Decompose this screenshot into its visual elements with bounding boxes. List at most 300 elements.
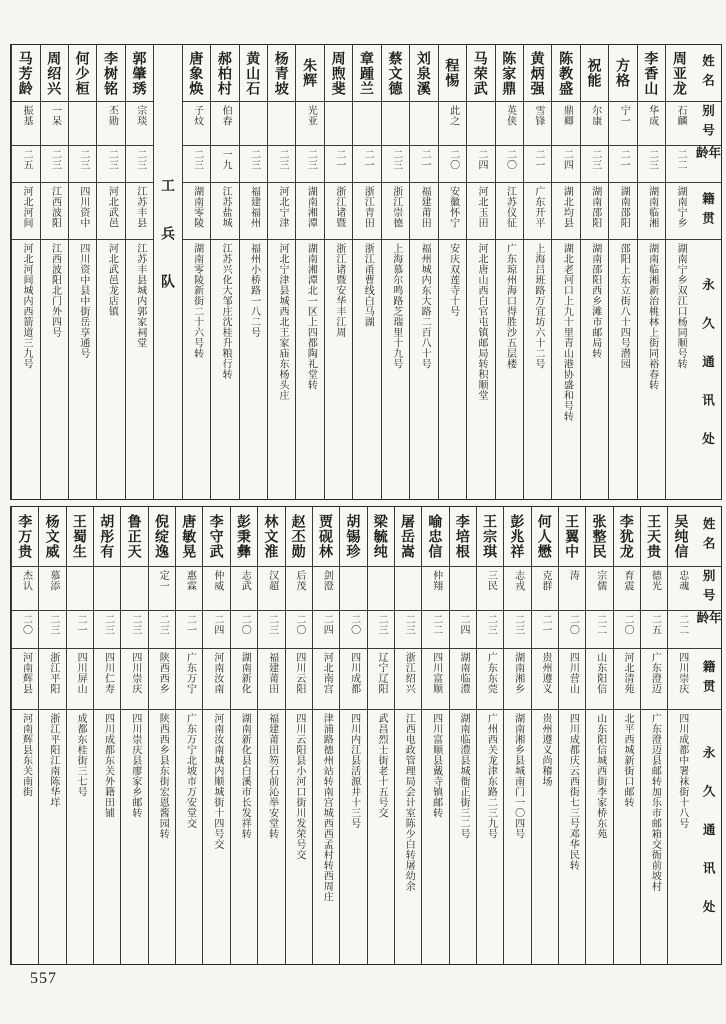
entry-address bbox=[268, 240, 295, 499]
entry-alias bbox=[149, 567, 175, 611]
header-alias bbox=[695, 567, 721, 611]
entry-name bbox=[231, 507, 257, 567]
entry-age-text: 二四 bbox=[476, 149, 488, 170]
entry-age bbox=[94, 611, 120, 649]
entry-address bbox=[296, 240, 323, 499]
entry-alias bbox=[395, 567, 421, 611]
entry-address-text: 江西波阳北门外四号 bbox=[49, 243, 61, 338]
entry-name bbox=[395, 507, 421, 567]
entry-origin-text: 福建福州 bbox=[248, 186, 260, 228]
entry-origin-text: 浙江崇德 bbox=[390, 186, 402, 228]
entry-name-text: 胡锡珍 bbox=[345, 514, 362, 559]
entry-name-text: 李培根 bbox=[454, 514, 471, 559]
entry-name bbox=[211, 45, 238, 102]
entry-column bbox=[312, 507, 339, 964]
entry-age-text: 二〇 bbox=[293, 614, 305, 635]
entry-column bbox=[230, 507, 257, 964]
entry-name bbox=[39, 507, 65, 567]
entry-column bbox=[120, 507, 147, 964]
entry-column bbox=[523, 45, 551, 499]
entry-origin-text: 河北南宫 bbox=[321, 652, 333, 694]
entry-age bbox=[12, 611, 38, 649]
entry-origin bbox=[97, 183, 124, 240]
entry-name-text: 何少桓 bbox=[74, 50, 91, 96]
entry-age-text: 二二 bbox=[676, 614, 688, 635]
entry-column bbox=[640, 507, 667, 964]
entry-age bbox=[149, 611, 175, 649]
entry-name bbox=[586, 507, 612, 567]
entry-age-text: 二一 bbox=[362, 149, 374, 170]
entry-address-text: 河北武邑龙店镇 bbox=[106, 243, 118, 317]
entry-alias bbox=[368, 567, 394, 611]
entry-address-text: 浙江诸暨安华丰江周 bbox=[333, 243, 345, 338]
entry-origin-text: 湖南零陵 bbox=[191, 186, 203, 228]
entry-column bbox=[495, 45, 523, 499]
entry-address bbox=[97, 240, 124, 499]
entry-origin-text: 辽宁辽阳 bbox=[375, 652, 387, 694]
entry-name bbox=[353, 45, 380, 102]
entry-address-text: 四川成都东关外籍田铺 bbox=[102, 713, 114, 818]
entry-address bbox=[121, 710, 147, 964]
entry-name-text: 王天贵 bbox=[646, 514, 663, 559]
entry-name-text: 程惕 bbox=[444, 58, 461, 88]
entry-alias-text: 仲威 bbox=[211, 570, 223, 591]
entry-origin bbox=[94, 649, 120, 710]
entry-origin-text: 福建莆田 bbox=[266, 652, 278, 694]
entry-origin-text: 安徽怀宁 bbox=[447, 186, 459, 228]
entry-address bbox=[382, 240, 409, 499]
entry-alias bbox=[532, 567, 558, 611]
entry-column bbox=[96, 45, 124, 499]
entry-age bbox=[439, 146, 466, 183]
entry-alias bbox=[183, 102, 210, 146]
entry-address bbox=[353, 240, 380, 499]
entry-column bbox=[438, 45, 466, 499]
entry-name-text: 黄山石 bbox=[245, 50, 262, 96]
entry-origin bbox=[325, 183, 352, 240]
entry-address bbox=[422, 710, 448, 964]
entry-origin bbox=[368, 649, 394, 710]
entry-address-text: 广州西关龙津东路二三九号 bbox=[485, 713, 497, 839]
entry-origin-text: 江西波阳 bbox=[49, 186, 61, 228]
entry-name bbox=[638, 45, 665, 102]
header-column bbox=[694, 45, 721, 499]
entry-age bbox=[97, 146, 124, 183]
entry-origin-text: 湖北均县 bbox=[561, 186, 573, 228]
entry-name bbox=[183, 45, 210, 102]
entry-origin-text: 四川崇庆 bbox=[129, 652, 141, 694]
entry-age bbox=[609, 146, 636, 183]
entry-column bbox=[324, 45, 352, 499]
entry-name bbox=[94, 507, 120, 567]
entry-address-text: 四川成都中署袜街十八号 bbox=[676, 713, 688, 829]
entry-name-text: 郝柏村 bbox=[216, 50, 233, 96]
entry-address-text: 江西电政管理局会计室陈少白转屠幼余 bbox=[403, 713, 415, 892]
entry-alias bbox=[353, 102, 380, 146]
entry-address-text: 河北河间城内西箭道三九号 bbox=[21, 243, 33, 369]
entry-alias-text: 克群 bbox=[540, 570, 552, 591]
entry-origin-text: 四川富顺 bbox=[430, 652, 442, 694]
entry-origin bbox=[313, 649, 339, 710]
entry-alias-text: 华成 bbox=[646, 105, 658, 126]
entry-age-text: 二〇 bbox=[504, 149, 516, 170]
entry-alias-text: 鼎卿 bbox=[561, 105, 573, 126]
entry-alias bbox=[39, 567, 65, 611]
entry-address bbox=[524, 240, 551, 499]
entry-address bbox=[69, 240, 96, 499]
entry-column bbox=[449, 507, 476, 964]
entry-alias bbox=[340, 567, 366, 611]
entry-alias bbox=[231, 567, 257, 611]
entry-age-text: 二三 bbox=[589, 149, 601, 170]
entry-alias bbox=[614, 567, 640, 611]
header-age bbox=[694, 146, 721, 183]
entry-column bbox=[531, 507, 558, 964]
entry-name-text: 陈教盛 bbox=[558, 50, 575, 96]
entry-origin-text: 江苏仪征 bbox=[504, 186, 516, 228]
entry-age-text: 二〇 bbox=[567, 614, 579, 635]
section-divider-label bbox=[154, 45, 181, 499]
entry-alias-text: 尔康 bbox=[589, 105, 601, 126]
entry-origin-text: 湖南邵阳 bbox=[589, 186, 601, 228]
entry-address-text: 广东琼州海口得胜沙五层楼 bbox=[504, 243, 516, 369]
entry-name-text: 李守武 bbox=[208, 514, 225, 559]
entry-name-text: 倪绽逸 bbox=[153, 514, 170, 559]
entry-age-text: 二五 bbox=[21, 149, 33, 170]
entry-name-text: 王宗琪 bbox=[482, 514, 499, 559]
entry-origin bbox=[12, 649, 38, 710]
entry-origin-text: 湖南临湘 bbox=[646, 186, 658, 228]
entry-address bbox=[258, 710, 284, 964]
entry-column bbox=[580, 45, 608, 499]
entry-origin-text: 河北宁津 bbox=[276, 186, 288, 228]
entry-name-text: 章踵兰 bbox=[359, 50, 376, 96]
entry-address-text: 河北宁津县城西北王家庙东杨头庄 bbox=[276, 243, 288, 401]
header-origin bbox=[694, 183, 721, 240]
entry-address-text: 四川成都庆云西街七三号邓华民转 bbox=[567, 713, 579, 871]
entry-origin bbox=[609, 183, 636, 240]
entry-name bbox=[126, 45, 153, 102]
entry-column bbox=[503, 507, 530, 964]
entry-address-text: 福州城内东大路二百八十号 bbox=[419, 243, 431, 369]
entry-alias-text: 杰认 bbox=[20, 570, 32, 591]
entry-age-text: 二四 bbox=[561, 149, 573, 170]
entry-name-text: 吴纯信 bbox=[673, 514, 690, 559]
entry-alias-text: 仲翔 bbox=[430, 570, 442, 591]
entry-alias bbox=[203, 567, 229, 611]
entry-alias bbox=[581, 102, 608, 146]
entry-name-text: 方格 bbox=[614, 58, 631, 88]
entry-origin bbox=[12, 183, 39, 240]
entry-origin bbox=[231, 649, 257, 710]
entry-alias-text: 雪锋 bbox=[532, 105, 544, 126]
entry-address bbox=[552, 240, 579, 499]
entry-age-text: 二〇 bbox=[447, 149, 459, 170]
entry-alias-text: 伯春 bbox=[220, 105, 232, 126]
entry-name bbox=[258, 507, 284, 567]
entry-name bbox=[149, 507, 175, 567]
entry-name-text: 李万贵 bbox=[17, 514, 34, 559]
entry-address bbox=[581, 240, 608, 499]
entry-origin bbox=[268, 183, 295, 240]
entry-column bbox=[352, 45, 380, 499]
entry-alias bbox=[609, 102, 636, 146]
entry-address bbox=[183, 240, 210, 499]
entry-address bbox=[340, 710, 366, 964]
entry-column bbox=[476, 507, 503, 964]
entry-name bbox=[176, 507, 202, 567]
entry-name bbox=[97, 45, 124, 102]
entry-alias bbox=[504, 567, 530, 611]
entry-alias bbox=[524, 102, 551, 146]
entry-name-text: 李犹龙 bbox=[618, 514, 635, 559]
entry-origin bbox=[410, 183, 437, 240]
page-number: 557 bbox=[30, 970, 57, 987]
entry-address-text: 安庆双莲寺十号 bbox=[447, 243, 459, 317]
entry-address-text: 山东阳信城西街李家桥东苑 bbox=[594, 713, 606, 839]
entry-age bbox=[240, 146, 267, 183]
entry-origin bbox=[641, 649, 667, 710]
entry-alias-text: 一呆 bbox=[49, 105, 61, 126]
entry-age bbox=[340, 611, 366, 649]
entry-age-text: 二三 bbox=[129, 614, 141, 635]
entry-alias bbox=[325, 102, 352, 146]
entry-name-text: 周亚龙 bbox=[671, 50, 688, 96]
entry-age-text: 二三 bbox=[390, 149, 402, 170]
entry-name bbox=[286, 507, 312, 567]
entry-alias bbox=[450, 567, 476, 611]
entry-name-text: 朱辉 bbox=[302, 58, 319, 88]
entry-address-text: 福建莆田笏石前沁举安堂转 bbox=[266, 713, 278, 839]
entry-age-text: 二三 bbox=[266, 614, 278, 635]
entry-age-text: 二三 bbox=[248, 149, 260, 170]
entry-age-text: 二〇 bbox=[622, 614, 634, 635]
entry-age bbox=[353, 146, 380, 183]
entry-origin bbox=[211, 183, 238, 240]
entry-alias bbox=[559, 567, 585, 611]
entry-alias bbox=[176, 567, 202, 611]
entry-column bbox=[551, 45, 579, 499]
entry-column bbox=[585, 507, 612, 964]
entry-column bbox=[394, 507, 421, 964]
entry-column bbox=[295, 45, 323, 499]
entry-origin-text: 河北玉田 bbox=[476, 186, 488, 228]
entry-column bbox=[202, 507, 229, 964]
entry-alias-text: 汉超 bbox=[266, 570, 278, 591]
entry-origin-text: 广东开平 bbox=[532, 186, 544, 228]
entry-alias-text: 定一 bbox=[157, 570, 169, 591]
entry-column bbox=[637, 45, 665, 499]
entry-name bbox=[439, 45, 466, 102]
entry-address-text: 湖南湘潭北一区上四都陶礼堂转 bbox=[305, 243, 317, 390]
header-origin bbox=[695, 649, 721, 710]
entry-alias bbox=[211, 102, 238, 146]
entry-alias bbox=[313, 567, 339, 611]
entry-origin bbox=[121, 649, 147, 710]
entry-name-text: 王蜀生 bbox=[71, 514, 88, 559]
entry-origin-text: 浙江绍兴 bbox=[403, 652, 415, 694]
entry-age-text: 二四 bbox=[211, 614, 223, 635]
entry-name bbox=[552, 45, 579, 102]
entry-age-text: 二二 bbox=[430, 614, 442, 635]
entry-alias-text: 宗琰 bbox=[134, 105, 146, 126]
entry-name bbox=[12, 507, 38, 567]
entry-column bbox=[257, 507, 284, 964]
entry-alias bbox=[258, 567, 284, 611]
entry-name-text: 祝能 bbox=[586, 58, 603, 88]
entry-age-text: 二一 bbox=[532, 149, 544, 170]
entry-name bbox=[67, 507, 93, 567]
header-age bbox=[695, 611, 721, 649]
entry-origin bbox=[258, 649, 284, 710]
entry-age bbox=[183, 146, 210, 183]
entry-address-text: 福州小桥路一八二号 bbox=[248, 243, 260, 338]
entry-alias bbox=[69, 102, 96, 146]
entry-origin-text: 浙江青田 bbox=[362, 186, 374, 228]
entry-origin bbox=[176, 649, 202, 710]
entry-name bbox=[268, 45, 295, 102]
entry-address-text: 湖南新化县白溪市长发祥转 bbox=[239, 713, 251, 839]
entry-column bbox=[558, 507, 585, 964]
entry-origin-text: 湖南新化 bbox=[239, 652, 251, 694]
entry-name bbox=[668, 507, 694, 567]
entry-name bbox=[559, 507, 585, 567]
entry-column bbox=[148, 507, 175, 964]
entry-address-text: 上海吕班路万宜坊六十二号 bbox=[532, 243, 544, 369]
entry-column bbox=[381, 45, 409, 499]
entry-address bbox=[668, 710, 694, 964]
entry-age-text: 二三 bbox=[134, 149, 146, 170]
entry-age-text: 二三 bbox=[305, 149, 317, 170]
entry-age bbox=[504, 611, 530, 649]
entry-origin-text: 河北武邑 bbox=[106, 186, 118, 228]
entry-age bbox=[559, 611, 585, 649]
entry-name bbox=[41, 45, 68, 102]
entry-origin-text: 浙江诸暨 bbox=[333, 186, 345, 228]
entry-column bbox=[421, 507, 448, 964]
entry-origin bbox=[353, 183, 380, 240]
header-alias-text: 别号 bbox=[701, 569, 716, 608]
entry-alias bbox=[67, 567, 93, 611]
entry-address bbox=[614, 710, 640, 964]
entry-age bbox=[477, 611, 503, 649]
entry-address bbox=[477, 710, 503, 964]
entry-alias-text: 涛 bbox=[567, 570, 579, 581]
entry-name-text: 杨青坡 bbox=[273, 50, 290, 96]
entry-address bbox=[496, 240, 523, 499]
entry-age-text: 二三 bbox=[157, 614, 169, 635]
entry-age-text: 二一 bbox=[184, 614, 196, 635]
entry-name-text: 周绍兴 bbox=[46, 50, 63, 96]
entry-column bbox=[613, 507, 640, 964]
entry-alias bbox=[422, 567, 448, 611]
entry-age bbox=[296, 146, 323, 183]
entry-column bbox=[667, 507, 694, 964]
entry-age bbox=[176, 611, 202, 649]
entry-alias-text: 后茂 bbox=[293, 570, 305, 591]
entry-origin bbox=[559, 649, 585, 710]
entry-origin bbox=[69, 183, 96, 240]
entry-name-text: 周煦斐 bbox=[330, 50, 347, 96]
entry-age-text: 二一 bbox=[419, 149, 431, 170]
entry-age-text: 二四 bbox=[321, 614, 333, 635]
entry-age bbox=[395, 611, 421, 649]
entry-name-text: 李香山 bbox=[643, 50, 660, 96]
entry-origin bbox=[126, 183, 153, 240]
entry-column bbox=[182, 45, 210, 499]
entry-age bbox=[258, 611, 284, 649]
entry-origin bbox=[240, 183, 267, 240]
entry-alias-text: 宗儒 bbox=[594, 570, 606, 591]
entry-address bbox=[325, 240, 352, 499]
directory-table-bottom bbox=[10, 506, 722, 965]
entry-address-text: 邵阳上东立街八十四号潜园 bbox=[618, 243, 630, 369]
entry-name-text: 杨文威 bbox=[44, 514, 61, 559]
entry-age bbox=[450, 611, 476, 649]
entry-alias-text: 石麟 bbox=[675, 105, 687, 126]
entry-name bbox=[666, 45, 693, 102]
entry-address-text: 津浦路德州站转南宫城西西孟村转西周庄 bbox=[321, 713, 333, 902]
entry-age-text: 二〇 bbox=[239, 614, 251, 635]
entry-age bbox=[286, 611, 312, 649]
entry-address-text: 四川资中县中街岳享通号 bbox=[77, 243, 89, 359]
entry-address-text: 武昌烈士街老十五号交 bbox=[375, 713, 387, 818]
entry-name bbox=[496, 45, 523, 102]
entry-age-text: 二三 bbox=[77, 149, 89, 170]
entry-address bbox=[559, 710, 585, 964]
entry-name bbox=[12, 45, 39, 102]
entry-alias-text: 育震 bbox=[622, 570, 634, 591]
entry-age bbox=[586, 611, 612, 649]
header-address bbox=[694, 240, 721, 499]
entry-origin-text: 湖南临澧 bbox=[457, 652, 469, 694]
entry-address-text: 贵州遵义尚稽场 bbox=[540, 713, 552, 787]
entry-name-text: 彭兆祥 bbox=[509, 514, 526, 559]
entry-alias bbox=[586, 567, 612, 611]
entry-origin bbox=[439, 183, 466, 240]
entry-name bbox=[382, 45, 409, 102]
entry-address-text: 湖北老河口上九十里青山港协盛和号转 bbox=[561, 243, 573, 422]
header-column bbox=[695, 507, 721, 964]
entry-origin-text: 湖南湘乡 bbox=[512, 652, 524, 694]
entry-address bbox=[231, 710, 257, 964]
header-address-text: 永久通讯处 bbox=[701, 745, 716, 939]
entry-name-text: 唐象焕 bbox=[188, 50, 205, 96]
entry-origin bbox=[183, 183, 210, 240]
entry-column bbox=[339, 507, 366, 964]
entry-address bbox=[368, 710, 394, 964]
entry-column bbox=[210, 45, 238, 499]
entry-origin-text: 贵州遵义 bbox=[540, 652, 552, 694]
entry-age-text: 二〇 bbox=[348, 614, 360, 635]
entry-column bbox=[665, 45, 693, 499]
entry-name-text: 何人懋 bbox=[536, 514, 553, 559]
entry-name-text: 刘泉溪 bbox=[415, 50, 432, 96]
entry-origin bbox=[477, 649, 503, 710]
entry-column bbox=[38, 507, 65, 964]
entry-age-text: 二三 bbox=[47, 614, 59, 635]
entry-age bbox=[668, 611, 694, 649]
entry-origin bbox=[395, 649, 421, 710]
entry-address bbox=[450, 710, 476, 964]
entry-name bbox=[609, 45, 636, 102]
entry-address bbox=[395, 710, 421, 964]
entry-age-text: 二三 bbox=[276, 149, 288, 170]
header-alias-text: 别号 bbox=[700, 104, 715, 143]
entry-alias bbox=[641, 567, 667, 611]
entry-age bbox=[524, 146, 551, 183]
entry-age bbox=[552, 146, 579, 183]
